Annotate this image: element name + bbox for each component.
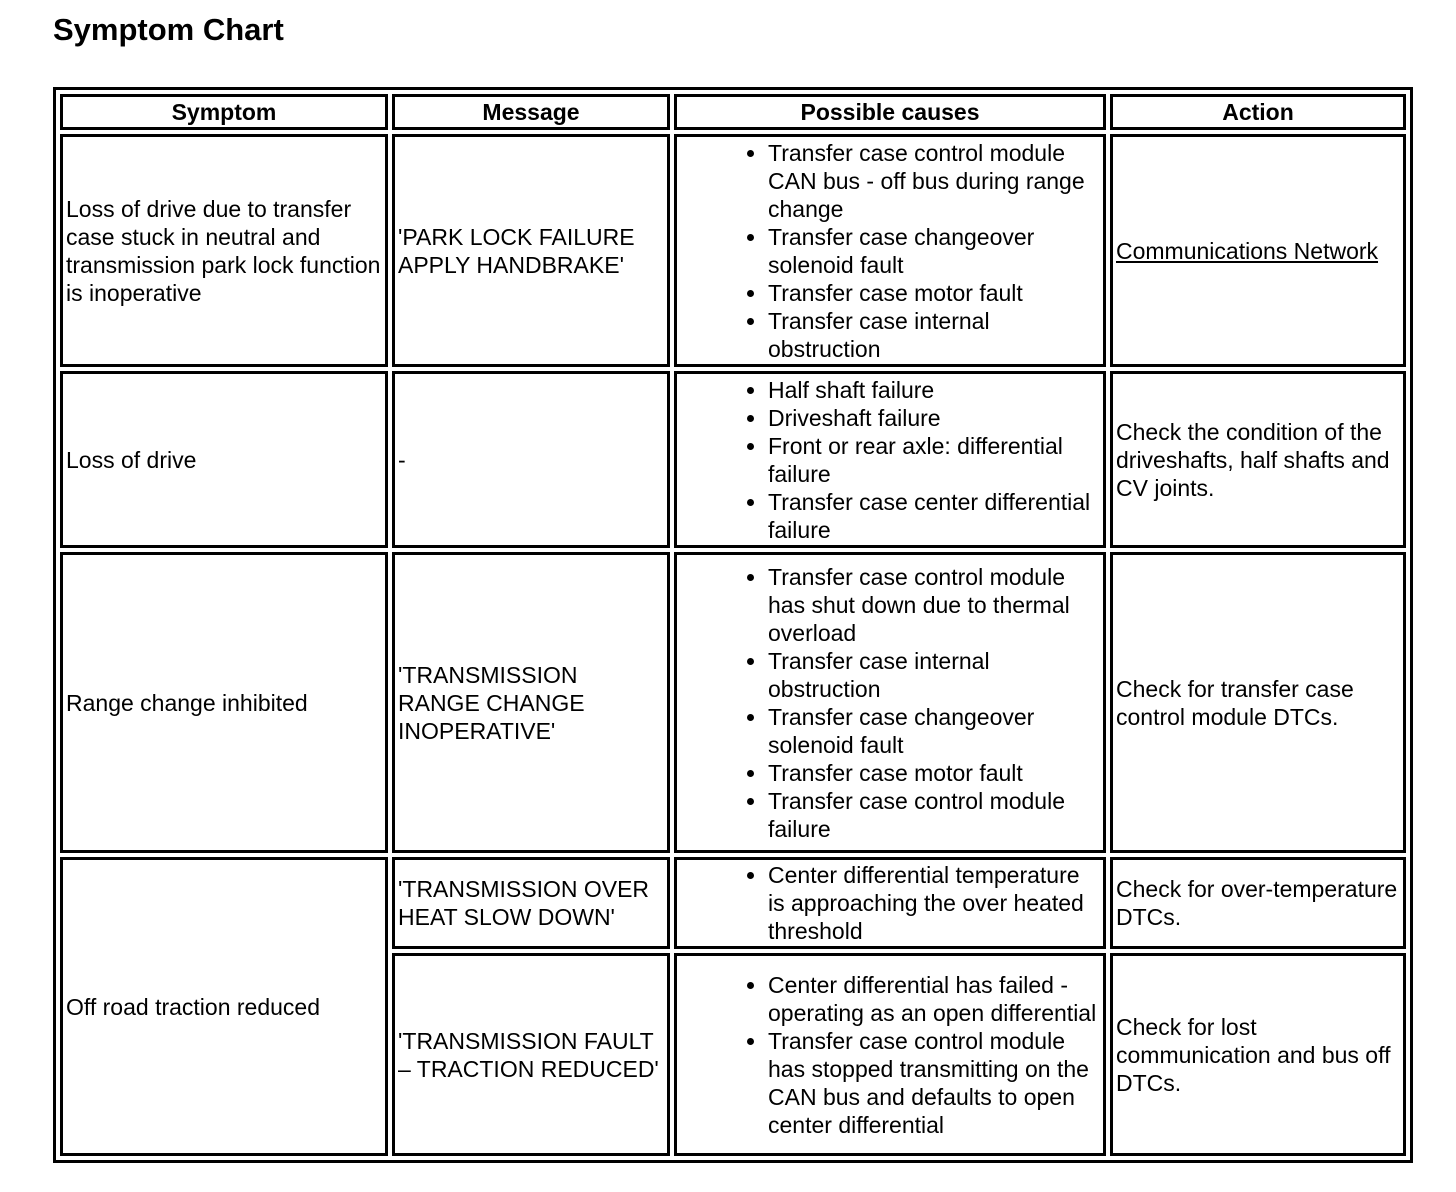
message-cell: 'TRANSMISSION OVER HEAT SLOW DOWN' xyxy=(392,857,670,949)
causes-list xyxy=(680,563,1100,843)
symptom-chart-table xyxy=(53,87,1413,1163)
table-header-row xyxy=(60,94,1406,130)
causes-cell xyxy=(674,857,1106,949)
action-cell: Check for lost communication and bus off DTCs. xyxy=(1110,953,1406,1156)
communications-network-link[interactable]: Communications Network xyxy=(1116,237,1379,264)
symptom-cell: Range change inhibited xyxy=(60,552,388,853)
cause-item: • Transfer case internal obstruction xyxy=(768,647,1100,703)
cause-item: • Transfer case motor fault xyxy=(768,279,1100,307)
header-symptom: Symptom xyxy=(60,94,388,130)
message-cell: 'TRANSMISSION RANGE CHANGE INOPERATIVE' xyxy=(392,552,670,853)
table-row xyxy=(60,857,1406,949)
causes-list xyxy=(680,861,1100,945)
symptom-cell: Off road traction reduced xyxy=(60,857,388,1156)
cause-item: • Front or rear axle: differential failure xyxy=(768,432,1100,488)
cause-item: • Center differential has failed - operating as an open differential xyxy=(768,971,1100,1027)
symptom-cell: Loss of drive xyxy=(60,371,388,548)
action-cell: Check the condition of the driveshafts, half shafts and CV joints. xyxy=(1110,371,1406,548)
cause-item: • Transfer case control module failure xyxy=(768,787,1100,843)
cause-item: • Transfer case control module has shut down due to thermal overload xyxy=(768,563,1100,647)
causes-cell xyxy=(674,953,1106,1156)
header-message: Message xyxy=(392,94,670,130)
symptom-cell: Loss of drive due to transfer case stuck in neutral and transmission park lock function is inoperative xyxy=(60,134,388,367)
causes-cell xyxy=(674,134,1106,367)
table-row xyxy=(60,134,1406,367)
message-cell: - xyxy=(392,371,670,548)
cause-item: • Transfer case changeover solenoid fault xyxy=(768,223,1100,279)
cause-item: • Driveshaft failure xyxy=(768,404,1100,432)
cause-item: • Half shaft failure xyxy=(768,376,1100,404)
cause-item: • Transfer case center differential failure xyxy=(768,488,1100,544)
causes-list xyxy=(680,971,1100,1139)
header-action: Action xyxy=(1110,94,1406,130)
cause-item: • Center differential temperature is approaching the over heated threshold xyxy=(768,861,1100,945)
cause-item: • Transfer case changeover solenoid fault xyxy=(768,703,1100,759)
cause-item: • Transfer case internal obstruction xyxy=(768,307,1100,363)
table-row xyxy=(60,552,1406,853)
table-row xyxy=(60,371,1406,548)
action-cell: Check for transfer case control module DTCs. xyxy=(1110,552,1406,853)
causes-cell xyxy=(674,552,1106,853)
causes-cell xyxy=(674,371,1106,548)
message-cell: 'PARK LOCK FAILURE APPLY HANDBRAKE' xyxy=(392,134,670,367)
page-title: Symptom Chart xyxy=(53,12,284,47)
cause-item: • Transfer case control module CAN bus - off bus during range change xyxy=(768,139,1100,223)
header-possible-causes: Possible causes xyxy=(674,94,1106,130)
cause-item: • Transfer case control module has stopped transmitting on the CAN bus and defaults to open center differential xyxy=(768,1027,1100,1139)
cause-item: • Transfer case motor fault xyxy=(768,759,1100,787)
causes-list xyxy=(680,139,1100,363)
causes-list xyxy=(680,376,1100,544)
action-cell xyxy=(1110,134,1406,367)
action-cell: Check for over-temperature DTCs. xyxy=(1110,857,1406,949)
message-cell: 'TRANSMISSION FAULT – TRACTION REDUCED' xyxy=(392,953,670,1156)
